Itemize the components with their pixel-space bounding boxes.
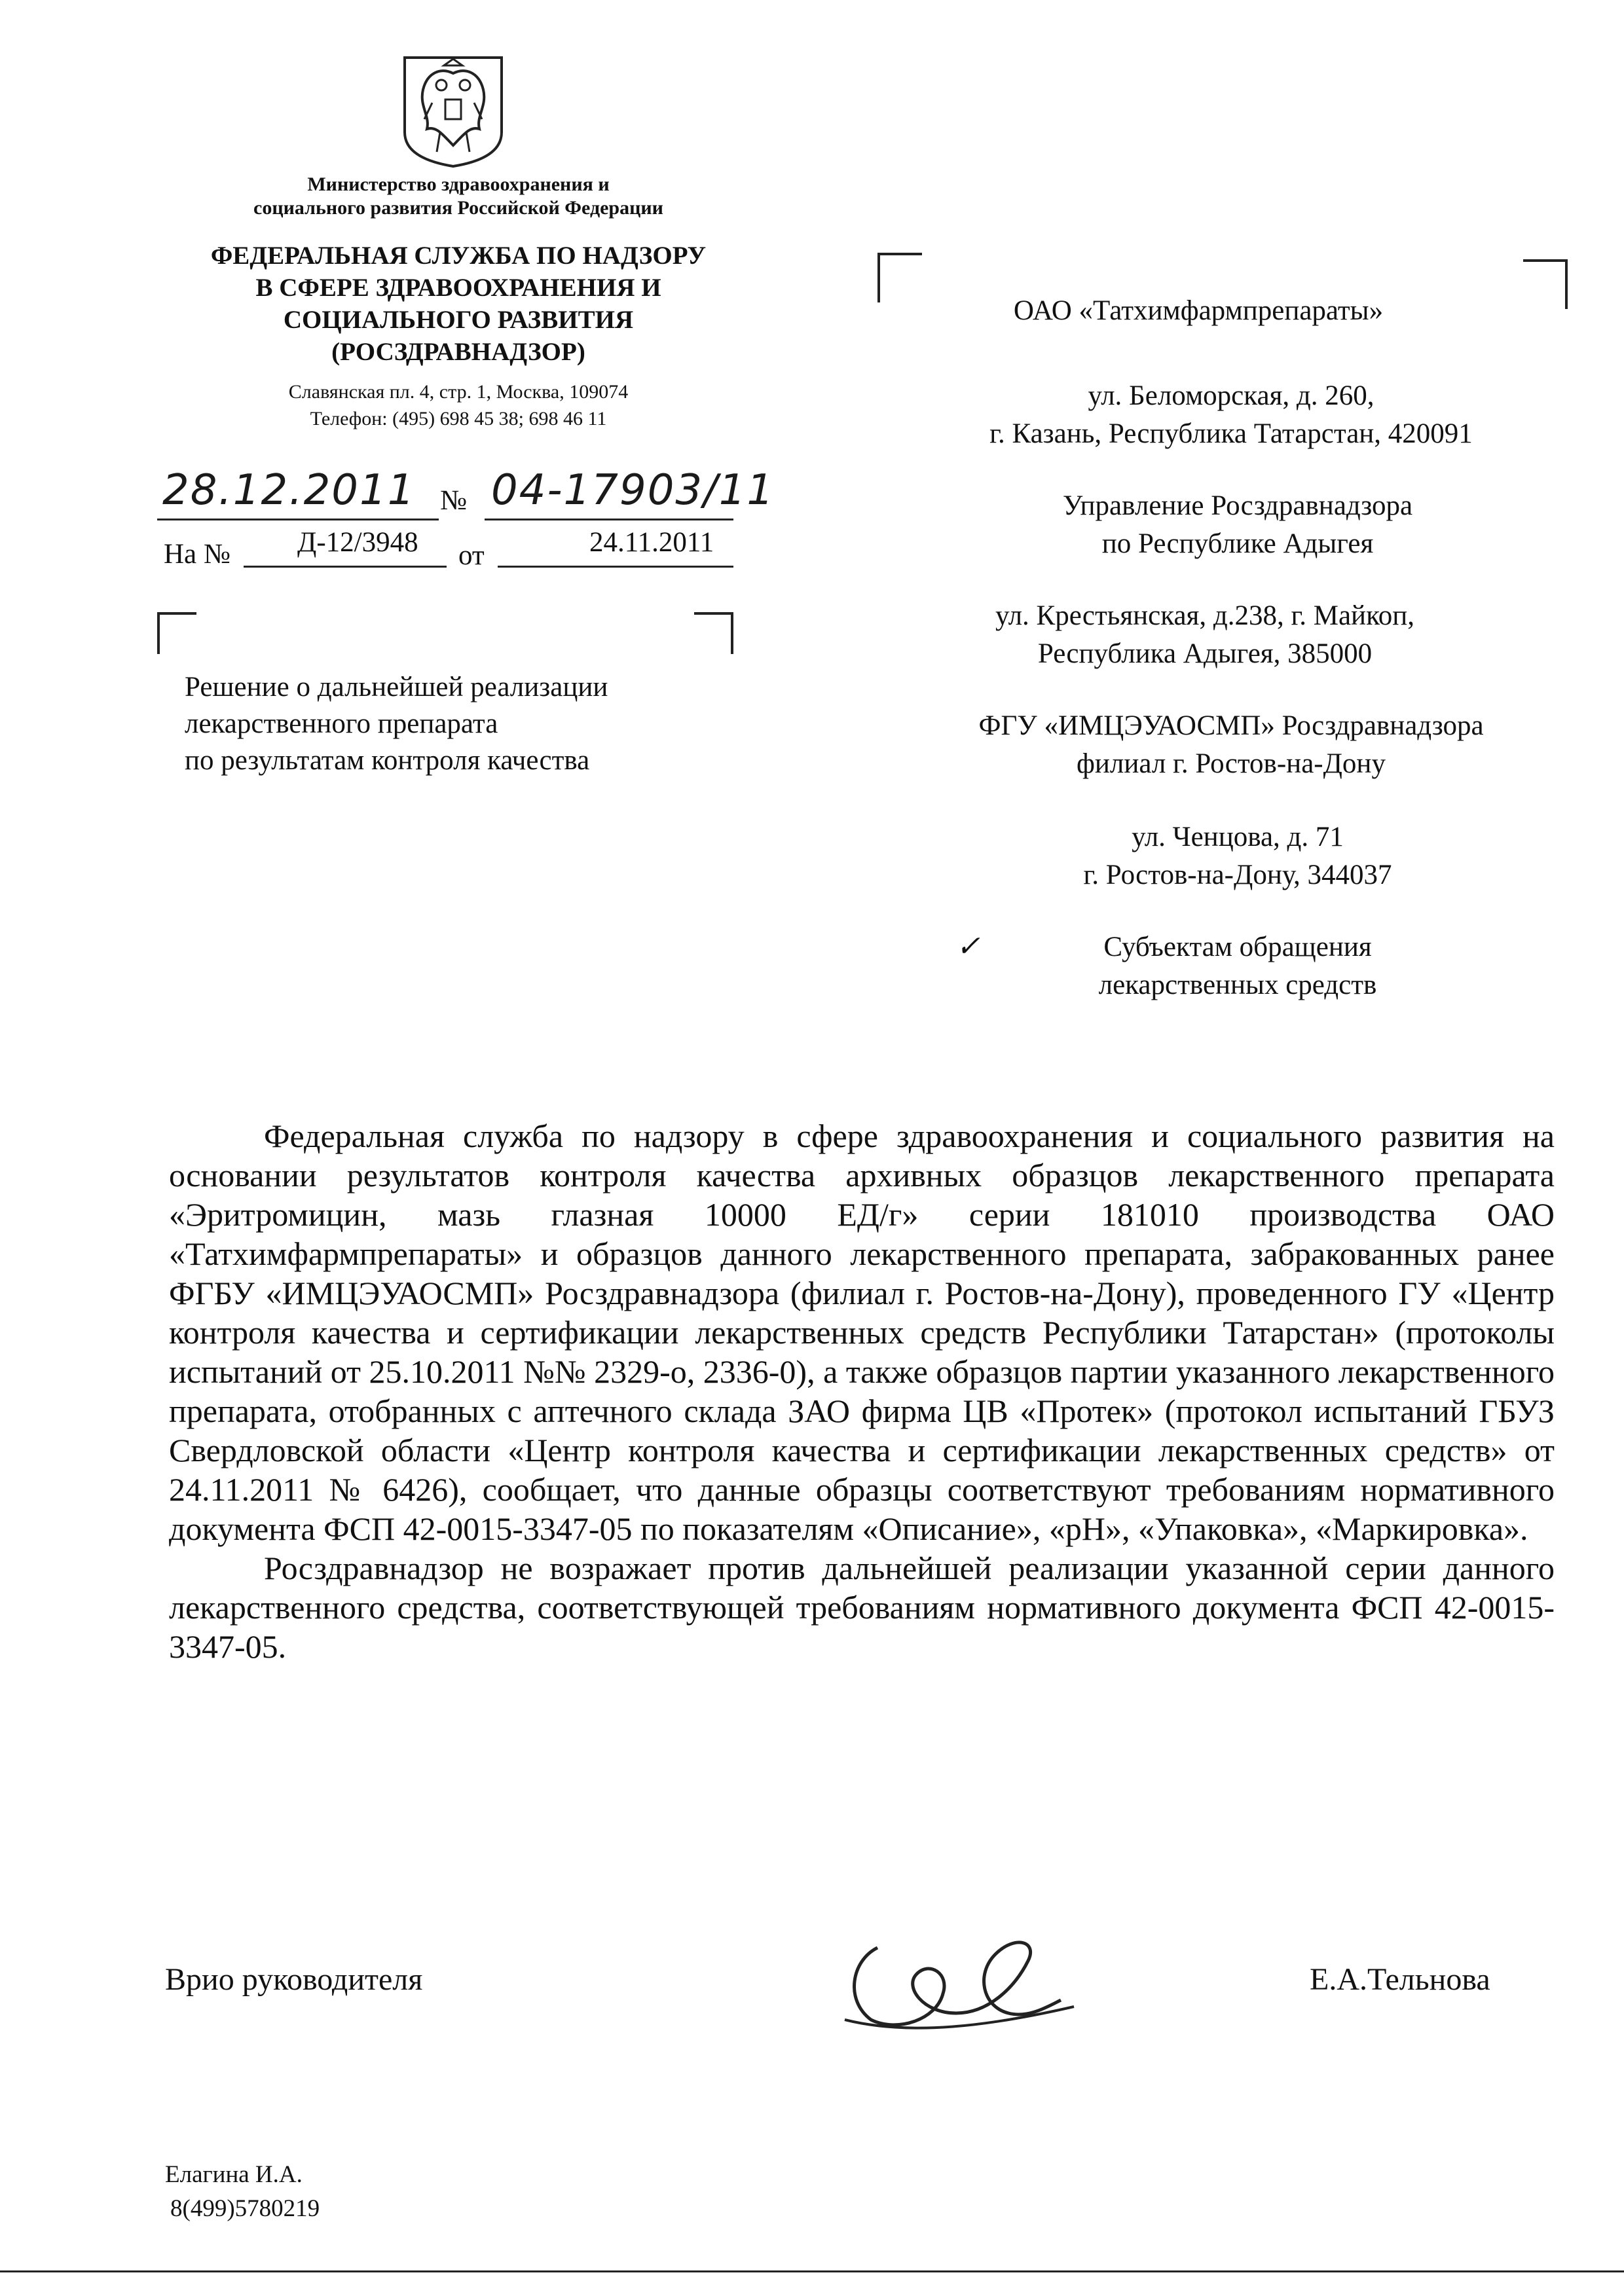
ref-from-label: от [458, 540, 485, 571]
agency-name: ФЕДЕРАЛЬНАЯ СЛУЖБА ПО НАДЗОРУ В СФЕРЕ ЗДРАВООХРАНЕНИЯ И СОЦИАЛЬНОГО РАЗВИТИЯ (РОСЗДРАВНАДЗОР) [210, 242, 707, 366]
recipient-rostov-address: ул. Ченцова, д. 71 г. Ростов-на-Дону, 344037 [1083, 822, 1392, 890]
recipient-bracket-right [1523, 259, 1568, 309]
executor-name: Елагина И.А. [165, 2161, 303, 2188]
ref-number-underline [244, 566, 447, 568]
body-paragraph: Федеральная служба по надзору в сфере здравоохранения и социального развития на основании результатов контроля качества архивных образцов лекарственного препарата «Эритромицин, мазь глазная 10000 ЕД/г» серии 181010 производства ОАО «Татхимфармпрепараты» и образцов данного лекарственного препарата, забракованных ранее ФГБУ «ИМЦЭУАОСМП» Росздравнадзора (филиал г. Ростов-на-Дону), проведенного ГУ «Центр контроля качества и сертификации лекарственных средств Республики Татарстан» (протоколы испытаний от 25.10.2011 №№ 2329-о, 2336-0), а также образцов партии указанного лекарственного препарата, отобранных с аптечного склада ЗАО фирма ЦВ «Протек» (протокол испытаний ГБУЗ Свердловской области «Центр контроля качества и сертификации лекарственных средств» от 24.11.2011 № 6426), сообщает, что данные образцы соответствуют требованиям нормативного документа ФСП 42-0015-3347-05 по показателям «Описание», «рН», «Упаковка», «Маркировка». [169, 1118, 1555, 1547]
date-underline [157, 519, 439, 520]
handwritten-signature-icon [832, 1922, 1080, 2039]
ref-date: 24.11.2011 [589, 527, 714, 558]
coat-of-arms-icon [401, 54, 506, 168]
ministry-name: Министерство здравоохранения и социального развития Российской Федерации [253, 173, 663, 219]
subject-bracket-left [157, 612, 196, 654]
page-bottom-line [0, 2270, 1624, 2272]
ref-label: На № [164, 539, 231, 570]
recipient-drug-subjects: Субъектам обращения лекарственных средств [1098, 932, 1377, 1000]
signer-position: Врио руководителя [165, 1962, 423, 1997]
ref-number: Д-12/3948 [297, 527, 418, 558]
checkmark-icon: ✓ [956, 930, 980, 962]
subject-bracket-right [694, 612, 733, 654]
letter-body [169, 1116, 1555, 1666]
signer-name: Е.А.Тельнова [1310, 1962, 1490, 1997]
number-sign: № [440, 485, 468, 516]
ref-date-underline [498, 566, 733, 568]
body-paragraph: Росздравнадзор не возражает против дальнейшей реализации указанной серии данного лекарственного средства, соответствующей требованиям нормативного документа ФСП 42-0015-3347-05. [169, 1550, 1555, 1665]
executor-block [165, 2158, 320, 2226]
recipient-adygea-address: ул. Крестьянская, д.238, г. Майкоп, Республика Адыгея, 385000 [995, 600, 1415, 669]
letter-subject: Решение о дальнейшей реализации лекарственного препарата по результатам контроля качества [185, 672, 608, 776]
recipient-company: ОАО «Татхимфармпрепараты» [1013, 295, 1384, 326]
recipient-company-address: ул. Беломорская, д. 260, г. Казань, Республика Татарстан, 420091 [989, 380, 1473, 449]
registration-number: 04-17903/11 [491, 466, 775, 515]
registration-date: 28.12.2011 [162, 466, 416, 515]
recipient-adygea-office: Управление Росздравнадзора по Республике Адыгея [1062, 490, 1413, 559]
recipient-rostov-branch: ФГУ «ИМЦЭУАОСМП» Росздравнадзора филиал г. Ростов-на-Дону [978, 710, 1484, 779]
agency-address: Славянская пл. 4, стр. 1, Москва, 109074 Телефон: (495) 698 45 38; 698 46 11 [288, 381, 629, 429]
executor-phone: 8(499)5780219 [170, 2195, 320, 2222]
number-underline [485, 519, 733, 520]
